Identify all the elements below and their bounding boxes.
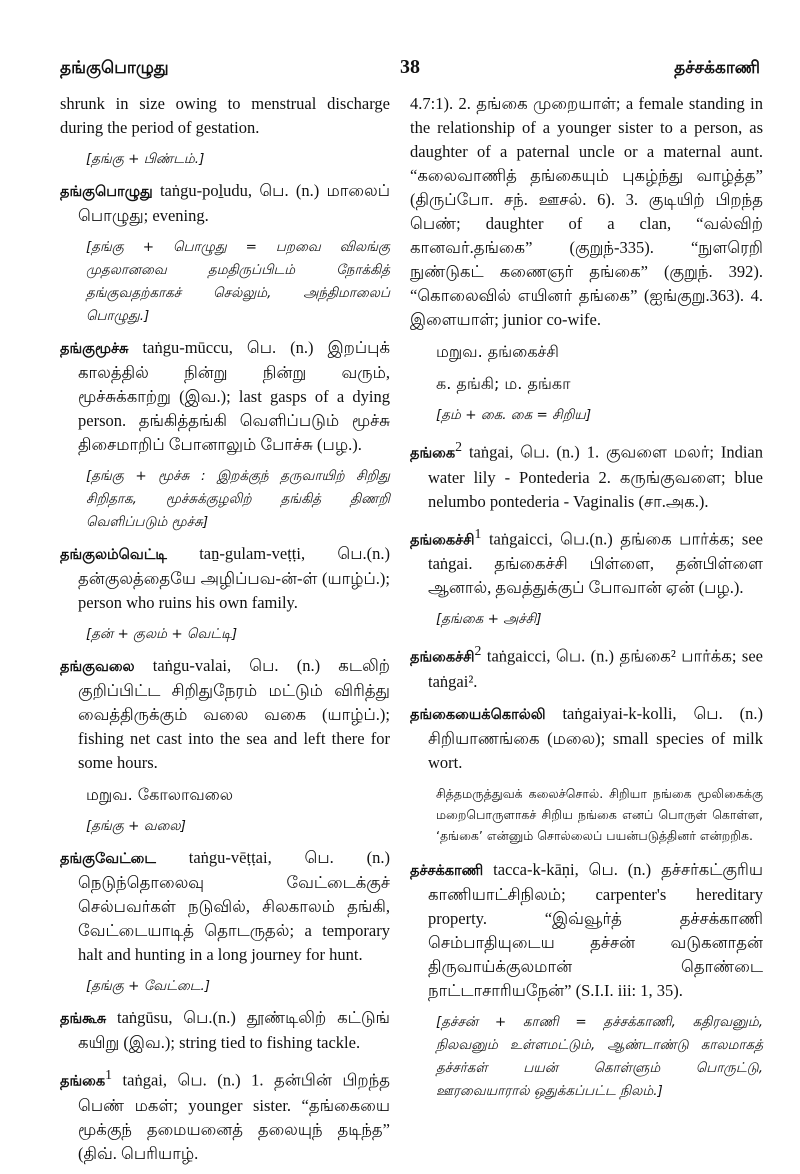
definition: taṅgu-mūccu, பெ. (n.) இறப்புக் காலத்தில் நின்று நின்று வரும், மூச்சுக்காற்று (இவ.); last gasps of a dying person. தங்கித்தங்கி வெளிப்படும் மூச்சு திசைமாறிப் போனாலும் போச்சு (பழ.). xyxy=(78,338,390,454)
definition: tacca-k-kāṇi, பெ. (n.) தச்சர்கட்குரிய காணியாட்சிநிலம்; carpenter's hereditary property. “இவ்வூர்த் தச்சக்காணி செம்பாதியுடைய தச்சன் வடுகனாதன் திருவாய்க்குலமான் தொண்டை நாட்டாசாரியநேன்” (S.I.I. iii: 1, 35). xyxy=(428,859,763,1000)
dictionary-entry xyxy=(410,435,763,514)
definition: taṅgai, பெ. (n.) 1. தன்பின் பிறந்த பெண் மகள்; younger sister. “தங்கையை மூக்குந் தமையனைத் தலையுந் தடிந்த” (திவ். பெரியாழ். xyxy=(78,1070,390,1163)
definition: taṅgai, பெ. (n.) 1. குவளை மலர்; Indian water lily - Pontederia 2. கருங்குவளை; blue nelumbo pontederia - Vaginalis (சா.அக.). xyxy=(428,442,763,511)
dictionary-entry xyxy=(60,179,390,228)
headword: தங்கூசு xyxy=(60,1011,107,1027)
headword: தங்குலம்வெட்டி xyxy=(60,547,167,563)
headword: தங்கையைக்கொல்லி xyxy=(410,706,546,723)
definition: taṅgaiyai-k-kolli, பெ. (n.) சிறியாணங்கை (மலை); small species of milk wort. xyxy=(428,703,763,772)
etymology: [தங்கு + மூச்சு : இறக்குந் தருவாயிற் சிறிது சிறிதாக, மூச்சுக்குழலிற் தங்கித் திணறி வெளிப்படும் மூச்சு] xyxy=(86,468,390,530)
continued-text: 4.7:1). 2. தங்கை முறையாள்; a female standing in the relationship of a younger sister to a person, as daughter of a paternal uncle or a maternal aunt. “கலைவாணித் தங்கையும் புகழ்ந்து வாழ்த்த” (திருப்போ. சந். ஊசல். 6). 3. குடியிற் பிறந்த பெண்; daughter of a clan, “வல்விற் கானவர்.தங்கை” (குறுந்-335). “நுளரெறி நுண்டுகட் கணைஞர் தங்கை” (குறுந். 392). “கொலைவில் எயினர் தங்கை” (ஐங்குறு.363). 4. இளையாள்; junior co-wife. xyxy=(410,94,763,329)
dictionary-entry xyxy=(60,846,390,967)
synonym: மறுவ. கோலாவலை xyxy=(86,785,234,804)
dictionary-entry xyxy=(60,1006,390,1055)
headword: தங்கைச்சி xyxy=(410,532,475,548)
dictionary-entry xyxy=(60,1063,390,1166)
headword: தங்குபொழுது xyxy=(60,184,153,200)
definition: taṉ-gulam-veṭṭi, பெ.(n.) தன்குலத்தையே அழிப்பவ-ன்-ள் (யாழ்ப்.); person who ruins his own family. xyxy=(78,544,390,612)
homonym-number: 1 xyxy=(474,525,482,541)
headword: தங்குவேட்டை xyxy=(60,851,156,867)
definition: taṅgu-poḻudu, பெ. (n.) மாலைப் பொழுது; evening. xyxy=(78,181,390,225)
usage-note: சித்தமருத்துவக் கலைச்சொல். சிறியா நங்கை மூலிகைக்கு மறைபொருளாகச் சிறிய நங்கை எனப் பொருள் கொள்ள, ‘தங்கை’ என்னும் சொல்லைப் பயன்படுத்தினர் என்றறிக. xyxy=(436,785,763,843)
homonym-number: 1 xyxy=(105,1067,113,1082)
definition: taṅgu-vēṭṭai, பெ. (n.) நெடுந்தொலைவு வேட்டைக்குச் செல்பவர்கள் நடுவில், சிலகாலம் தங்கி, வேட்டையாடித் தொடருதல்; a temporary halt and hunting in a long journey for hunt. xyxy=(78,848,390,964)
headword: தங்கை xyxy=(410,445,456,462)
dictionary-entry xyxy=(60,654,390,775)
etymology: [தங்கு + பொழுது = பறவை விலங்கு முதலானவை தமதிருப்பிடம் நோக்கித் தங்குவதற்காகச் செல்லும், அந்திமாலைப் பொழுது.] xyxy=(86,239,390,324)
etymology: [தன் + குலம் + வெட்டி] xyxy=(86,626,238,642)
synonym: மறுவ. தங்கைச்சி xyxy=(436,342,559,361)
header-right-headword: தச்சக்காணி xyxy=(674,58,760,78)
headword: தங்கை xyxy=(60,1073,106,1090)
dictionary-entry xyxy=(410,639,763,694)
left-column xyxy=(60,92,390,1174)
etymology: [தங்கு + வேட்டை.] xyxy=(86,978,211,994)
dictionary-entry xyxy=(410,858,763,1003)
etymology: [தங்கு + வலை] xyxy=(86,818,186,834)
page-header xyxy=(60,58,760,88)
definition: taṅgūsu, பெ.(n.) தூண்டிலிற் கட்டுங் கயிறு (இவ.); string tied to fishing tackle. xyxy=(78,1008,390,1052)
dictionary-entry xyxy=(410,522,763,601)
definition: taṅgaicci, பெ. (n.) தங்கை² பார்க்க; see taṅgai². xyxy=(428,646,763,691)
continued-text: shrunk in size owing to menstrual discharge during the period of gestation. xyxy=(60,94,390,137)
dictionary-entry xyxy=(60,542,390,615)
dictionary-entry xyxy=(410,702,763,775)
etymology: [தம் + கை. கை = சிறிய] xyxy=(436,407,592,423)
homonym-number: 2 xyxy=(474,643,482,658)
cognates: க. தங்கி; ம. தங்கா xyxy=(436,374,571,393)
headword: தங்கைச்சி xyxy=(410,649,475,666)
headword: தச்சக்காணி xyxy=(410,862,484,879)
definition: taṅgu-valai, பெ. (n.) கடலிற் குறிப்பிட்ட சிறிதுநேரம் மட்டும் விரித்து வைத்திருக்கும் வலை வகை (யாழ்ப்.); fishing net cast into the sea and left there for some hours. xyxy=(78,656,390,772)
etymology: [தச்சன் + காணி = தச்சக்காணி, கதிரவனும், நிலவனும் உள்ளமட்டும், ஆண்டாண்டு காலமாகத் தச்சர்கள் பயன் கொள்ளும் பொருட்டு, ஊரவையாரால் ஒதுக்கப்பட்ட நிலம்.] xyxy=(436,1013,763,1099)
homonym-number: 2 xyxy=(455,439,463,454)
header-left-headword: தங்குபொழுது xyxy=(60,58,169,78)
definition: taṅgaicci, பெ.(n.) தங்கை பார்க்க; see taṅgai. தங்கைச்சி பிள்ளை, தன்பிள்ளை ஆனால், தவத்துக்குப் போவான் ஏன் (பழ.). xyxy=(428,529,763,597)
page-number: 38 xyxy=(400,56,420,78)
headword: தங்குவலை xyxy=(60,659,135,675)
etymology: [தங்கை + அச்சி] xyxy=(436,611,542,627)
headword: தங்குமூச்சு xyxy=(60,341,129,357)
dictionary-entry xyxy=(60,336,390,457)
right-column xyxy=(410,92,763,1111)
etymology: [தங்கு + பிண்டம்.] xyxy=(86,151,205,167)
